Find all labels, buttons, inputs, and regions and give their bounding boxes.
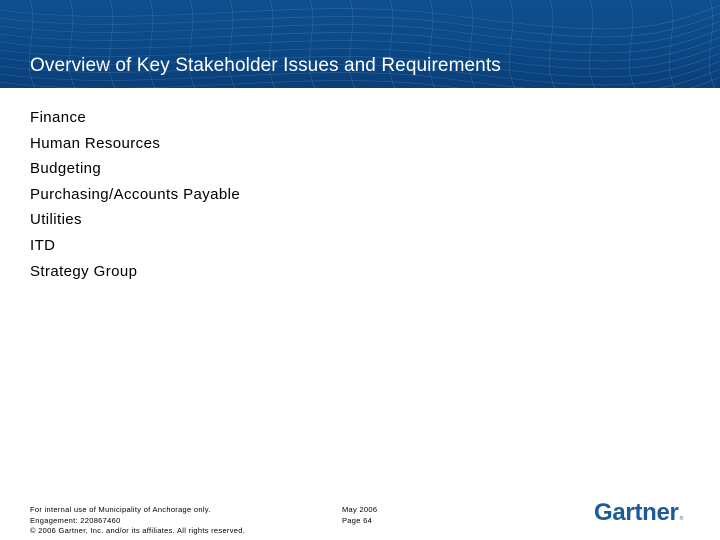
stakeholder-list xyxy=(30,108,240,287)
footer-disclaimer xyxy=(30,505,245,537)
list-item: Strategy Group xyxy=(30,262,138,280)
footer-date: May 2006 xyxy=(342,505,378,514)
slide-title: Overview of Key Stakeholder Issues and Requirements xyxy=(30,55,501,76)
list-item: Budgeting xyxy=(30,160,102,178)
list-item: Utilities xyxy=(30,211,82,229)
footer-engagement: Engagement: 220867460 xyxy=(30,515,121,525)
slide-header-banner xyxy=(0,0,720,88)
gartner-logo xyxy=(594,499,683,527)
list-item: Finance xyxy=(30,109,87,126)
footer-internal-use: For internal use of Municipality of Anchorage only. xyxy=(30,505,211,514)
list-item: ITD xyxy=(30,236,56,254)
list-item: Purchasing/Accounts Payable xyxy=(30,185,241,203)
footer-page-number: Page 64 xyxy=(342,515,373,525)
list-item: Human Resources xyxy=(30,134,161,152)
footer-copyright: © 2006 Gartner, Inc. and/or its affiliates. All rights reserved. xyxy=(30,526,246,535)
registered-mark: ® xyxy=(679,516,683,522)
footer-date-page xyxy=(342,505,377,526)
logo-text: Gartner xyxy=(594,499,679,526)
